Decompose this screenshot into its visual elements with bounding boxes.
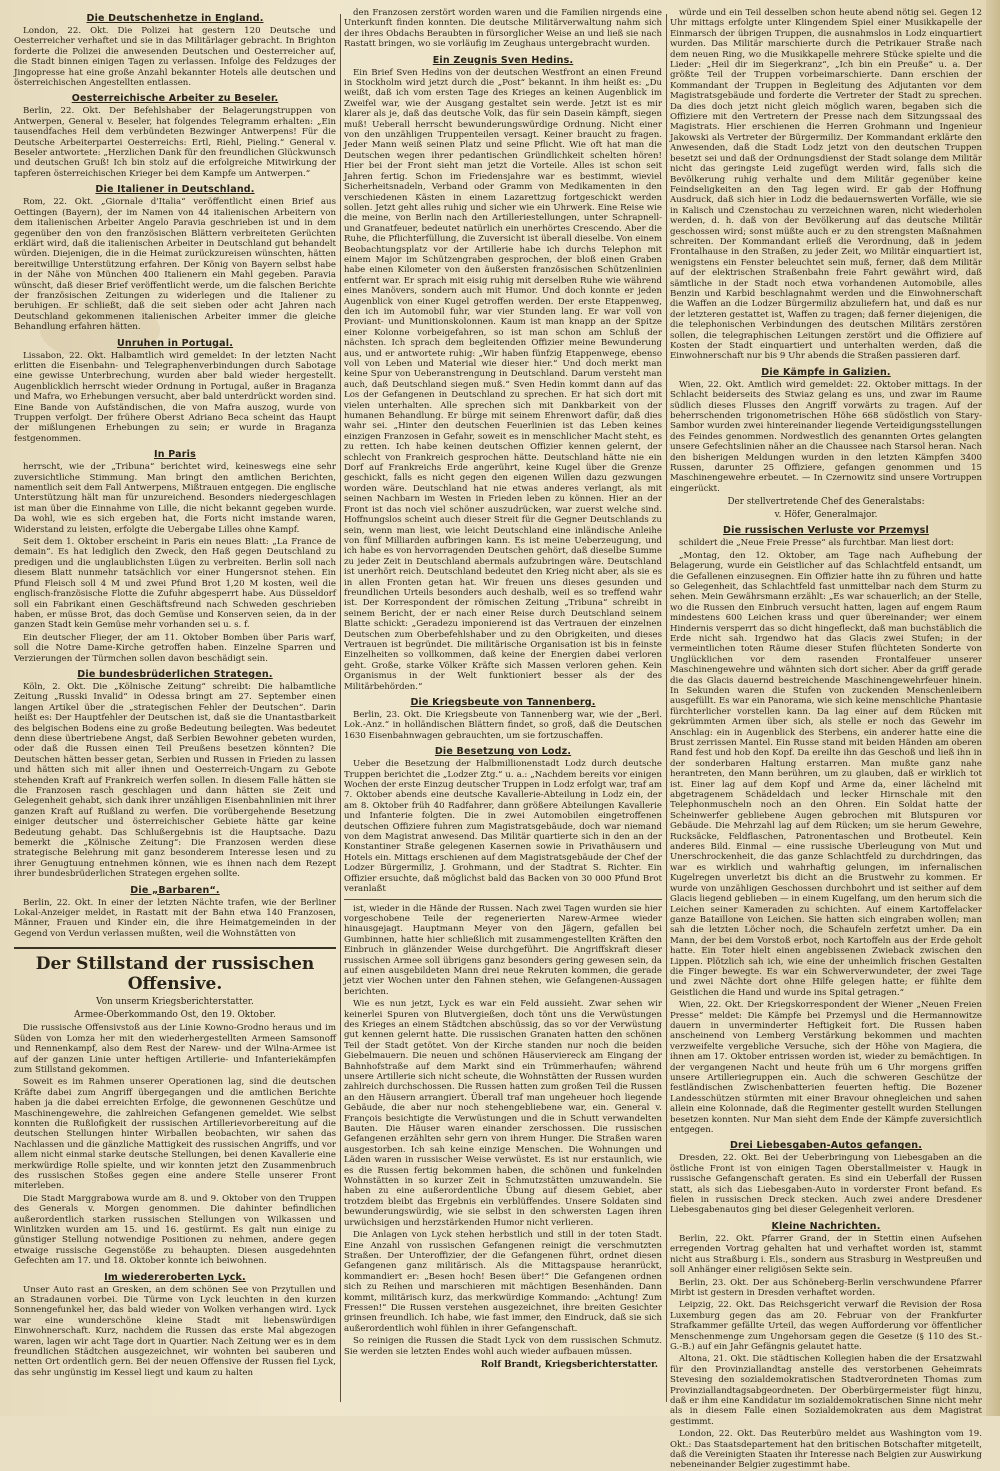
article-paragraph: Berlin, 23. Okt. Der aus Schöneberg-Berlin verschwundene Pfarrer Mirbt ist gestern in Dresden verhaftet worden. [670, 1277, 982, 1298]
article-paragraph: Köln, 2. Okt. Die „Kölnische Zeitung“ schreibt: Die halbamtliche Zeitung „Russki Invalid“ in Odessa bringt am 27. September einen langen Artikel über die „strategischen Fehler der Deutschen“. Darin heißt es: Der Hauptfehler der Deutschen ist, daß sie die Unantastbarkeit des belgischen Bodens eine zu große Bedeutung beilegten. Was bedeutet denn diese übertriebene Angst, daß Serbien Bewohner gebeten wurden, oder daß die Russen einen Teil Preußens besetzen könnten? Die Deutschen hätten besser getan, Serbien und Russen in Frieden zu lassen und hätten sich mit aller ihnen und Oesterreich-Ungarn zu Gebote stehenden Kraft auf Frankreich werfen sollen. In diesem Falle hätten sie die Franzosen rasch geschlagen und dann hätten sie Zeit und Gelegenheit gehabt, sich dank ihrer unzähligen Eisenbahnlinien mit ihrer ganzen Kraft auf Rußland zu werfen. Die vorübergehende Besetzung einiger deutscher und österreichischer Gebiete hätte gar keine Bedeutung gehabt. Das Schlußergebnis ist die Hauptsache. Dazu bemerkt die „Kölnische Zeitung“: Die Franzosen werden diese strategische Belehrung mit ganz besonderem Interesse lesen und zu ihrer Genugtuung entnehmen können, wie es ihnen nach dem Rezept ihrer bundesbrüderlichen Strategen ergehen sollte. [14, 681, 336, 880]
column-rule [340, 14, 341, 1402]
article-paragraph: schildert die „Neue Freie Presse“ als furchtbar. Man liest dort: [679, 538, 954, 549]
section-divider [344, 899, 662, 900]
article-heading: Die bundesbrüderlichen Strategen. [77, 668, 273, 680]
byline: Von unserm Kriegsberichterstatter. [96, 997, 254, 1008]
article-heading: Oesterreichische Arbeiter zu Beseler. [71, 93, 279, 105]
article-paragraph: Seit dem 1. Oktober erscheint in Paris ein neues Blatt: „La France de demain“. Es hat lediglich den Zweck, den Haß gegen Deutschland zu predigen und die unglaublichsten Lügen zu verbreiten. Berlin soll nach diesem Blatt nunmehr tatsächlich vor einer Hungersnot stehen. Ein Pfund Fleisch soll 4 M und zwei Pfund Brot 1,20 M kosten, weil die englisch-französische Flotte die Zufuhr abgesperrt habe. Aus Düsseldorf soll ein Fabrikant einen Geschäftsfreund nach Schweden geschrieben haben, er müsse Brot, das doch Gemüse und Konserven seien, da in der ganzen Stadt kein Gemüse mehr vorhanden sei u. s. f. [14, 537, 336, 631]
article-paragraph: Die Anlagen von Lyck stehen herbstlich und still in der toten Stadt. Eine Anzahl von russischen Gefangenen reinigt die verschmutzten Straßen. Der Unteroffizier, der die Gefangenen führt, ordnet diesen Gefangenen ganz militärisch. Als die Mittagspause heranrückt, kommandiert er: „Besen hoch! Besen über!“ Die Gefangenen ordnen sich zu Reihen und marschieren mit mächtigen Besenhänden. Dann kommt, militärisch kurz, das merkwürdige Kommando: „Achtung! Zum Fressen!“ Die Russen verstehen ausgezeichnet, ihre breiten Gesichter grinsen freundlich. Ich habe, wie fast immer, den Eindruck, daß sie sich außerordentlich wohl fühlen in ihrer Gefangenschaft. [344, 1230, 662, 1334]
article-paragraph: Ein Brief Sven Hedins von der deutschen Westfront an einen Freund in Stockholm wird jetzt durch die „Post“ bekannt. In ihm heißt es: „Du weißt, daß ich vom ersten Tage des Krieges an keinen Augenblick im Zweifel war, wie der Ausgang gestaltet sein werde. Jetzt ist es mir klarer als je, daß das deutsche Volk, das für sein Dasein kämpft, siegen muß! Ueberall herrscht bewunderungswürdige Ordnung. Nicht einer von den unzähligen Truppenteilen versagt. Keiner braucht zu fragen. Jeder Mann weiß seinen Platz und seine Pflicht. Wie oft hat man die Deutschen wegen ihrer pedantischen Gründlichkeit schelten hören! Hier bei der Front sieht man jetzt die Vorteile. Alles ist schon seit Jahren fertig. Schon im Friedensjahre war es bestimmt, wieviel Sicherheitsnadeln, Verband oder Gramm von Medikamenten in den verschiedenen Kästen in einem Lazarettzug fortgeschickt werden sollen. Jetzt geht alles ruhig und sicher wie ein Uhrwerk. Eine Reise wie die meine, von Berlin nach den Artilleriestellungen, unter Schrapnell- und Granatfeuer, bedeutet natürlich ein unerhörtes Crescendo. Aber die Ruhe, die Pflichterfüllung, die Zuversicht ist überall dieselbe. Von einem Beobachtungsplatz vor der Artillerie habe ich durchs Telephon mit einem Major im Schützengraben gesprochen, der bloß einen Graben habe einen Kilometer von den äußersten französischen Schützenlinien entfernt war. Er sprach mit eisig ruhig mit derselben Ruhe wie während eines Manövers, sondern auch mit Humor. Und doch konnte er jeden Augenblick von einer Kugel getroffen werden. Der erste Etappenweg, den ich im Automobil fuhr, war vier Stunden lang. Er war voll von Proviant- und Munitionskolonnen. Kaum ist man knapp an der Spitze einer Kolonne vorbeigefahren, so ist man schon am Schluß der nächsten. Ich sprach dem begleitenden Offizier meine Bewunderung aus, und er antwortete ruhig: „Wir haben fünfzig Etappenwege, ebenso voll von Leben und Material wie dieser hier.“ Und doch merkt man keine Spur von Ueberanstrengung in Deutschland. Darum versteht man auch, daß Deutschland siegen muß.“ Sven Hedin kommt dann auf das Los der Gefangenen in Deutschland zu sprechen. Er hat sich dort mit vielen unterhalten. Alle sprechen sich mit Dankbarkeit von der humanen Behandlung. Er bürge mit seinem Ehrenwort dafür, daß dies wahr sei. „Hinter den deutschen Feuerlinien ist das Leben keines einzigen Franzosen in Gefahr, soweit es in menschlicher Macht steht, es zu retten. Ich habe keinen deutschen Offizier kennen gelernt, der schlecht von Frankreich gesprochen hätte. Deutschland hätte nie ein Dorf auf Frankreichs Erde angerührt, keine Kugel über die Grenze geschickt, falls es nicht gegen den eigenen Willen dazu gezwungen worden wäre. Deutschland hat nie etwas anderes verlangt, als mit seinen Nachbarn im Westen in Frieden leben zu können. Hier an der Front ist das noch viel schöner auszudrücken, war zuerst welche sind. Hoffnungslos scheint auch dieser Streit für die Gegner Deutschlands zu sein, wenn man liest, wie leicht Deutschland eine inländische Anleihe von fünf Milliarden aufbringen kann. Es ist meine Ueberzeugung, und ich habe es von hervorragenden Deutschen gehört, daß dieselbe Summe zu jeder Zeit in Deutschland abermals aufzubringen wäre. Deutschland ist unerhört reich. Deutschland bedeutet den Krieg nicht aber, als sie es in allen Fronten getan hat. Wir freuen uns dieses gesunden und freundlichen Urteils besonders auch deshalb, weil es so treffend wahr ist. Der Korrespondent der römischen Zeitung „Tribuna“ schreibt in seinem Bericht, der er nach einer Reise durch Deutschland seinem Blatte schickt: „Geradezu imponierend ist das Vertrauen der einzelnen Deutschen zum Oberbefehlshaber und zu den Obrigkeiten, und dieses Vertrauen ist begründet. Die militärische Organisation ist bis in feinste Einzelheiten so vollkommen, daß keine der Energien dabei verloren geht. Große, starke Völker Kräfte sich Massen verloren gehen. Kein Organismus in der Welt funktioniert besser als der des Militärbehörden.“ [344, 67, 662, 692]
article-heading: Die Besetzung von Lodz. [434, 746, 572, 758]
article-heading: Die Deutschenhetze in England. [86, 13, 264, 24]
author-signature: Rolf Brandt, Kriegsberichterstatter. [480, 1359, 658, 1370]
main-headline: Der Stillstand der russischen Offensive. [14, 947, 336, 994]
article-heading: Die Italiener in Deutschland. [95, 184, 255, 196]
column-2 [344, 8, 662, 1408]
article-paragraph: würde und ein Teil desselben schon heute abend nötig sei. Gegen 12 Uhr mittags erfolgte unter Klingendem Spiel einer Musikkapelle der Einmarsch der übrigen Truppen, die ausnahmslos in Lodz einquartiert wurden. Das Militär marschierte durch die Petrikauer Straße nach dem neuen Ring, wo die Musikkapelle mehrere Stücke spielte und die Lieder: „Heil dir im Siegerkranz“, „Ich bin ein Preuße“ u. a. Der größte Teil der Truppen vorbeimarschierte. Dann erschien der Kommandant der Truppen in Begleitung des Adjutanten vor dem Magistratsgebäude und forderte die Vertreter der Stadt zu sprechen. Da dies doch jetzt nicht gleich möglich waren, begaben sich die Offiziere mit den Vertretern der Presse nach dem Sitzungssaal des Magistrats. Hier erschienen die Herren Grohmann und Ingenieur Jakowski als Vertreter der Bürgermiliz. Der Kommandant erklärte den Anwesenden, daß die Stadt Lodz jetzt von den deutschen Truppen besetzt sei und daß der Ordnungsdienst der Stadt solange dem Militär nicht das geringste Leid zugefügt werden wird, falls sich die Bevölkerung ruhig verhalte und dem Militär gegenüber keine Feindseligkeiten an den Tag legen wird. Er gab der Hoffnung Ausdruck, daß sich hier in Lodz die bedauernswerten Vorfälle, wie sie in Kalisch und Czenstochau zu verzeichnen waren, nicht wiederholen werden, d. h. daß von der Bevölkerung auf das deutsche Militär geschossen wird; sonst müßte auch er zu den strengsten Maßnahmen schreiten. Der Kommandant erließ die Verordnung, daß in jedem Frontalhause in den Straßen, zu jeder Zeit, wo Militär einquartiert ist, wenigstens ein Fenster beleuchtet sein muß, ferner, daß dem Militär auf der elektrischen Straßenbahn freie Fahrt gewährt wird, daß sämtliche in der Stadt noch etwa vorhandenen Automobile, alles Benzin und Karbid beschlagnahmt werden und die Einwohnerschaft die Waffen an die Lodzer Bürgermiliz abzuliefern hat, und daß es nur der letzteren gestattet ist, Waffen zu tragen; daß ferner diejenigen, die die telephonischen Verbindungen des deutschen Militärs zerstören sollen, die telegraphischen Leitungen zerstört und die Offiziere auf Kosten der Stadt einquartiert und unterhalten werden, daß die Einwohnerschaft nur bis 9 Uhr abends die Straßen passieren darf. [670, 8, 982, 362]
article-paragraph: Soweit es im Rahmen unserer Operationen lag, sind die deutschen Kräfte dabei zum Angriff übergegangen und die amtlichen Berichte haben ja die dabei erreichten Erfolge, die gewonnenen Geschütze und Maschinengewehre, die zahlreichen Gefangenen gemeldet. Wie selbst konnten die Rußlofigkeit der russischen Artillerievorbereitung auf die deutschen Stellungen hinter Wirballen beobachten, wir sahen das Nachlassen und die gänzliche Mattigkeit des russischen Angriffs, und vor allem nicht einmal starke deutsche Stellungen, bei denen Kavallerie eine merkwürdige Rolle spielte, und wir konnten jetzt den Zusammenbruch des russischen Stoßes gegen eine andere Stelle unserer Front miterleben. [14, 1077, 336, 1192]
article-paragraph: Leipzig, 22. Okt. Das Reichsgericht verwarf die Revision der Rosa Luxemburg gegen das am 20. Februar von der Frankfurter Strafkammer gefällte Urteil, das wegen Aufforderung vor öffentlicher Menschenmenge zum Ungehorsam gegen die Gesetze (§ 110 des St.-G.-B.) auf ein Jahr Gefängnis gelautet hatte. [670, 1300, 982, 1352]
column-3 [670, 8, 982, 1471]
article-paragraph: Ueber die Besetzung der Halbmillionenstadt Lodz durch deutsche Truppen berichtet die „Lodzer Ztg.“ u. a.: „Nachdem bereits vor einigen Wochen der erste Einzug deutscher Truppen in Lodz erfolgt war, traf am 7. Oktober abends eine deutsche Kavallerie-Abteilung in Lodz ein, der am 8. Oktober früh 40 Radfahrer, dann größere Abteilungen Kavallerie und Infanterie folgten. Die in zwei Automobilen eingetroffenen deutschen Offiziere fuhren zum Magistratsgebäude, doch war niemand von dem Magistrat anwesend. Das Militär quartierte sich in den an der Konstantiner Straße gelegenen Kasernen sowie in Privathäusern und Hotels ein. Mittags erschienen auf dem Magistratsgebäude der Chef der Lodzer Bürgermiliz, J. Grohmann, und der Stadtrat S. Richter. Ein Offizier ersuchte, daß möglichst bald das Backen von 30 000 Pfund Brot veranlaßt [344, 759, 662, 895]
article-paragraph: So reinigen die Russen die Stadt Lyck von dem russischen Schmutz. Sie werden sie letzten Endes wohl auch wieder aufbauen müssen. [344, 1336, 662, 1357]
article-paragraph: „Montag, den 12. Oktober, am Tage nach Aufhebung der Belagerung, wurde ein Geistlicher auf das Schlachtfeld entsandt, um die Gefallenen einzusegnen. Ein Offizier hatte ihn zu führen und hatte so Gelegenheit, das Schlachtfeld fast unmittelbar nach dem Sturm zu sehen. Mein Gewährsmann erzählt: „Es war schauerlich; an der Stelle, wo die Russen den Einbruch versucht hatten, lagen auf engem Raum mindestens 600 Leichen krass und quer übereinander; wer einem Hindernis versperrt das so dicht hingefleckt, daß man buchstäblich die Erde nicht sah. Irgendwo hat das Glacis zwei Stufen; in der vermeintlichen toten Räume dieser Stufen flüchteten Sonderte von Unglücklichen vor dem rasenden Frontalfeuer unserer Maschinengewehre und wähnten sich dort sicher. Aber da griff gerade die das Glacis dauernd bestreichende Maschinengewehrfeuer hinein. In Sekunden waren die Stufen von zuckenden Menschenleibern ausgefüllt. Es war ein Panorama, wie sich keine menschliche Phantasie fürchterlicher vorstellen kann. Da lag einer auf dem Rücken mit gekrümmten Armen über sich, als stelle er noch das Gewehr im Anschlag: ein in Augenblick des Sterbens, ein anderer hatte eine die Brust zerrissen Mantel. Ein Russe stand mit beiden Händen am oberen Rand fest und hob den Kopf. Da ereilte ihn das Geschoß und ließ ihn in der sonderbaren Haltung erstarren. Man mußte ganz nahe herantreten, den Mann berühren, um zu glauben, daß er wirklich tot ist. Einer lag auf dem Kopf und Arme da, einer lächelnd mit abgetragenem Schädeldach und lecker Hirnschale mit den Telephonmuscheln noch an den Ohren. Ein Soldat hatte der Scheinwerfer gebliebene Augen gebrochen mit Blutspuren vor Gebäude. Die Mehrzahl lag auf dem Rücken; um sie herum Gewehre, Rucksäcke, Feldflaschen, Patronentaschen und Brotbeutel. Kein anderes Bild. Einmal — eine russische Uberleugung von Mut und Unerschrockenheit, die das ganze Schlachtfeld zu durchdringen, das war es wirklich und wahrhaftig gelungen, im infernalischen Kugelregen unverletzt bis dicht an die Brustwehr zu kommen. Er wurde von unzähligen Geschossen durchbohrt und ist seither auf dem Glacis liegend geblieben — in einem Kugelfang, um den herum sich die Leichen seiner Kameraden zu schichten. Auf einem Kartoffelacker ganze Bataillone von Leichen. Sie hatten sich eingraben wollen; man sah die letzten Löcher noch, die Schaufeln zerfetzt umher. Da ein Mann, der bei dem Vorstoß erbot, noch Kartoffeln aus der Erde geholt hatte. Ein Toter hielt einen angebissenen Zwieback zwischen den Lippen. Plötzlich sah ich, wie eine der unheimlich frischen Gestalten die Finger bewegte. Es war ein Schwerverwundeter, der zwei Tage und zwei Nächte dort ohne Hilfe gelegen hatte; er fühlte dem Geistlichen die Hand und wurde ins Spital getragen.“ [670, 550, 982, 998]
article-paragraph: Dresden, 22. Okt. Bei der Ueberbringung von Liebesgaben an die östliche Front ist von einigen Tagen Oberstallmeister v. Haugk in russische Gefangenschaft geraten. Es sind ein Ueberfall der Russen statt, als sich das Liebesgaben-Auto in vorderster Front befand. Es fielen in russischen Dreck stecken. Auch zwei andere Dresdener Liebesgabenautos ging bei dieser Gelegenheit verloren. [670, 1153, 982, 1216]
article-heading: Die Kriegsbeute von Tannenberg. [410, 697, 596, 708]
page-edge [986, 0, 1000, 1416]
article-heading: Unruhen in Portugal. [116, 337, 234, 349]
article-heading: Im wiedereroberten Lyck. [104, 1271, 246, 1283]
article-paragraph: Lissabon, 22. Okt. Halbamtlich wird gemeldet: In der letzten Nacht erlitten die Eisenbahn- und Telegraphenverbindungen durch Sabotage eine gewisse Unterbrechung, wurden aber bald wieder hergestellt. Augenblicklich herrscht wieder Ordnung in Portugal, außer in Braganza und Mafra, wo Erhebungen versucht, aber bald unterdrückt worden sind. Eine Bande von Aufständischen, die von Mafra auszog, wurde von Truppen verfolgt. Der frühere Oberst Adriano Beca scheint das Haupt der mißlungenen Erhebungen zu sein; er wurde in Braganza festgenommen. [14, 350, 336, 444]
article-paragraph: Berlin, 22. Okt. Der Befehlshaber der Belagerungstruppen von Antwerpen, General v. Beseler, hat folgendes Telegramm erhalten: „Ein tausendfaches Heil dem verbündeten Bezwinger Antwerpens! Für die Deutsche Arbeiterpartei Oesterreichs: Ertl, Riehl, Pieling.“ General v. Beseler antwortete: „Herzlichen Dank für den freundlichen Glückwunsch und deutschen Gruß! Ich bin stolz auf die erfolgreiche Mitwirkung der tapferen österreichischen Krieger bei dem Kampfe um Antwerpen.“ [14, 106, 336, 179]
article-paragraph: Berlin, 22. Okt. Pfarrer Grand, der in Stettin einen Aufsehen erregenden Vortrag gehalten hat und verhaftet worden ist, stammt nicht aus Straßburg i. Els., sondern aus Strasburg in Westpreußen und soll Anhänger einer religiösen Sekte sein. [670, 1233, 982, 1276]
article-paragraph: Unser Auto rast an Gresken, an dem schönen See von Przytullen und an Stradaunen vorbei. Die Türme von Lyck leuchten in den kurzen Sonnengefunkel her, das bald wieder von Wolken verhangen wird. Lyck war eine wunderschöne kleine Stadt mit liebenswürdigen Einwohnerschaft. Kurz, nachdem die Russen das erste Mal abgezogen waren, lagen wir acht Tage dort in Quartier. Nach Zeitung wer es in dem freundlichen Städtchen ausgezeichnet, wir wohnten bei sauberen und netten Ort ordentlich gern. Bei der neuen Offensive der Russen fiel Lyck, das sehr ungünstig im Kessel liegt und kaum zu halten [14, 1284, 336, 1378]
article-paragraph: Die Stadt Marggrabowa wurde am 8. und 9. Oktober von den Truppen des Generals v. Morgen genommen. Die dahinter befindlichen außerordentlich starken russischen Stellungen von Wilkassen und Winlitzken wurden am 15. und 16. gestürmt. Es galt nun einige zu günstiger Stellung notwendige Positionen zu nehmen, andere gegen etwaige russische Gegenstöße zu behaupten. Diesen ausgedehnten Gefechten am 17. und 18. Oktober konnte ich beiwohnen. [14, 1193, 336, 1267]
article-paragraph: Die russische Offensivstoß aus der Linie Kowno-Grodno heraus und im Süden von Lomza her mit den wiederhergestellten Armeen Samsonoff und Rennenkampf, also dem Rest der Narew- und der Wilna-Armee ist auf der ganzen Linie unter heftigen Artillerie- und Infanteriekämpfen zum Stillstand gekommen. [14, 1023, 336, 1075]
article-paragraph: ist, wieder in die Hände der Russen. Nach zwei Tagen wurden sie hier vorgeschobene Teile der regenerierten Narew-Armee wieder hinausgejagt. Hauptmann Meyer von den Jägern, gefallen bei Gumbinnen, hatte hier schließlich mit zusammengestellten Kräften den Einbruch in glänzender Weise durchgeführt. Die Angriffskraft dieser russischen Armee soll übrigens ganz besonders gering gewesen sein, da auf einen ausgebildeten Mann drei neue Rekruten kommen, die gerade jetzt vier Wochen unter den Fahnen stehen, wie Gefangenen-Aussagen berichten. [344, 903, 662, 997]
article-paragraph: London, 22. Okt. Das Reuterbüro meldet aus Washington vom 19. Okt.: Das Staatsdepartement hat den britischen Botschafter mitgeteilt, daß die Vereinigten Staaten ihr Interesse nach Belgien zur Auswirkung nebeneinander Belgier zugestimmt habe. [670, 1429, 982, 1471]
article-paragraph: Wien, 22. Okt. Amtlich wird gemeldet: 22. Oktober mittags. In der Schlacht beiderseits des Stwiaz gelang es uns, und zwar im Raume südlich dieses Flusses den Angriff vorwärts zu tragen. Auf der beherrschenden trigonometrischen Höhe 668 südöstlich von Stary-Sambor wurden zwei hintereinander liegende Verteidigungsstellungen des Feindes genommen. Nordwestlich des genannten Ortes gelangten unsere Gefechtslinien näher an die Chaussee nach Starsol heran. Nach den bisherigen Meldungen wurden in den letzten Kämpfen 3400 Russen, darunter 25 Offiziere, gefangen genommen und 15 Maschinengewehre erbeutet. — In Czernowitz sind unsere Vortruppen eingerückt. [670, 379, 982, 494]
article-paragraph: London, 22. Okt. Die Polizei hat gestern 120 Deutsche und Oesterreicher verhaftet und sie in das Militärlager gebracht. In Brighton forderte die Polizei die anwesenden Deutschen und Oesterreicher auf, die Stadt binnen einigen Tagen zu verlassen. Infolge des Feldzuges der Jingopresse hat eine große Anzahl bekannter Hotels alle deutschen und österreichischen Angestellten entlassen. [14, 26, 336, 89]
article-heading: In Paris [154, 449, 196, 461]
article-heading: Kleine Nachrichten. [771, 1220, 881, 1232]
article-paragraph: Wie es nun jetzt, Lyck es war ein Feld aussieht. Zwar sehen wir keinerlei Spuren von Blutvergießen, doch tönt uns die Verwüstungen des Krieges an einem Städtchen abschüssig, das so vor der Verwüstung gut kennen gelernt hatte. Die russischen Granaten hatten den schönen Teil der Stadt getötet. Von der Kirche standen nur noch die beiden Giebelmauern. Die neuen und schönen Häuserviereck am Eingang der Bahnhofstraße auf dem Markt sind ein Trümmerhaufen; während unsere Artillerie sich nicht scheute, die Wohnstätten der Russen wurden zahlreich durchschossen. Die Russen hatten zum großen Teil die Russen an den Häusern arrangiert. Überall traf man ungeheuer hoch liegende Gebäude, die aber nur noch stehengebliebene war, ein. General v. François besichtigte die Verwüstungen und die in Schutt verwandelten Bauten. Die Häuser waren einander zerschossen. Die russischen Gefangenen erzählten sehr gern von ihrem Hunger. Die Straßen waren ausgestorben. Ich sah keine einzige Menschen. Die Wohnungen und Läden waren in russischer Weise verwüstet. Es ist nur erstaunlich, wie es die Russen fertig bekommen haben, die schönen und funkelnden Wohnstätten in so kurzer Zeit in Schmutzstätten umzuwandeln. Sie haben zu eine außerordentliche Übung auf diesem Gebiet, aber trotzdem bleibt das Ergebnis ein verblüffendes. Unsere Soldaten sind bewunderungswürdig, wie sie selbst in den schwersten Lagen ihren urwüchsigen und herzstärkenden Humor nicht verlieren. [344, 999, 662, 1228]
article-paragraph: Berlin, 22. Okt. In einer der letzten Nächte trafen, wie der Berliner Lokal-Anzeiger meldet, in Rastatt mit der Bahn etwa 140 Franzosen, Männer, Frauen und Kinder ein, die ihre Heimatgemeinden in der Gegend von Verdun verlassen mußten, weil die Wohnstätten von [14, 897, 336, 939]
dateline: Armee-Oberkommando Ost, den 19. Oktober. [74, 1010, 276, 1021]
article-heading: Drei Liebesgaben-Autos gefangen. [729, 1140, 923, 1152]
columns [14, 8, 982, 1471]
article-paragraph: Altona, 21. Okt. Die städtischen Kollegien haben die der Ersatzwahl für den Provinziallandtag anstelle des verstorbenen Geheimrats Stevesing den sozialdemokratischen Stadtverordneten Thomas zum Provinziallandtagsabgeordneten. Der Oberbürgermeister fügt hinzu, daß er ihm eine Kandidatur im sozialdemokratischen Sinne nicht mehr als in diesem Falle einen Sozialdemokraten aus dem Magistrat gestimmt. [670, 1354, 982, 1427]
article-paragraph: Ein deutscher Flieger, der am 11. Oktober Bomben über Paris warf, soll die Notre Dame-Kirche getroffen haben. Einzelne Sparren und Verzierungen der Türmchen sollen davon beschädigt sein. [14, 632, 336, 664]
article-heading: Ein Zeugnis Sven Hedins. [432, 54, 574, 66]
article-paragraph: Berlin, 23. Okt. Die Kriegsbeute von Tannenberg war, wie der „Berl. Lok.-Anz.“ in holländischen Blättern findet, so groß, daß die Deutschen 1630 Eisenbahnwagen gebrauchten, um sie fortzuschaffen. [344, 710, 662, 741]
article-heading: Die russischen Verluste vor Przemysl [723, 525, 929, 537]
article-paragraph: herrscht, wie der „Tribuna“ berichtet wird, keineswegs eine sehr zuversichtliche Stimmung. Man bringt den amtlichen Berichten, namentlich seit dem Fall Antwerpens, Mißtrauen entgegen. Die englische Unterstützung hält man für unzureichend. Besonders niedergeschlagen ist man über die Einnahme von Lille, die nicht bekannt gegeben wurde. Da wohl, wie es sich ergeben hat, die Forts nicht imstande waren, Widerstand zu leisten, erfolgte die Uebergabe Lilles ohne Kampf. [14, 462, 336, 535]
article-paragraph: Wien, 22. Okt. Der Kriegskorrespondent der Wiener „Neuen Freien Presse“ meldet: Die Kämpfe bei Przemysl und die Hermannowitze dauern in unverminderter Heftigkeit fort. Die Russen haben anscheinend von Lemberg Verstärkung bekommen und machten verzweifelte vergebliche Versuche, sich der Höhe von Magiera, die ihnen am 17. Oktober entrissen worden ist, wieder zu bemächtigen. In der vergangenen Nacht und heute früh um 6 Uhr morgens griffen unsere Artilleriegruppen ein. Auch die schweren Geschütze der festländischen Zwischenbatterien feuerten heftig. Die Bozener Landesschützen stürmten mit einer Bravour ohnegleichen und sahen allein eine Kolonnade, daß die Regimenter gestellt wurden Stellungen besetzen konnten. Nur Man sieht dem Ende der Kämpfe zuversichtlich entgegen. [670, 1000, 982, 1136]
official-signature-name: v. Höfer, Generalmajor. [774, 510, 878, 521]
article-heading: Die „Barbaren“. [130, 884, 220, 896]
article-paragraph: den Franzosen zerstört worden waren und die Familien nirgends eine Unterkunft finden konnten. Die deutsche Militärverwaltung nahm sich der ihres Obdachs Beraubten in fürsorglicher Weise an und ließ sie nach Rastatt bringen, wo sie vorläufig im Zeughaus untergebracht wurden. [344, 8, 662, 50]
column-rule [666, 14, 667, 1402]
article-paragraph: Rom, 22. Okt. „Giornale d'Italia“ veröffentlicht einen Brief aus Oettingen (Bayern), der im Namen von 44 italienischen Arbeitern von dem italienischen Arbeiter Angelo Paravia geschrieben ist und in dem gegenüber den von den französischen Blättern verbreiteten Gerüchten erklärt wird, daß die italienischen Arbeiter in Deutschland gut behandelt würden. Diejenigen, die in die Heimat zurückzureisen wünschten, hätten bereitwillige Unterstützung erfahren. Der König von Bayern selbst habe in der Nähe von München 400 Italienern ein Mahl gegeben. Paravia wünscht, daß dieser Brief veröffentlicht werde, um die falschen Berichte der französischen Zeitungen zu widerlegen und die Italiener zu beruhigen. Er schließt, daß die seit sieben oder acht Jahren nach Deutschland gekommenen italienischen Arbeiter immer die gleiche Behandlung erfahren hätten. [14, 197, 336, 333]
article-heading: Die Kämpfe in Galizien. [761, 366, 891, 378]
column-1 [14, 8, 336, 1408]
official-signature-title: Der stellvertretende Chef des Generalstabs: [727, 497, 925, 508]
